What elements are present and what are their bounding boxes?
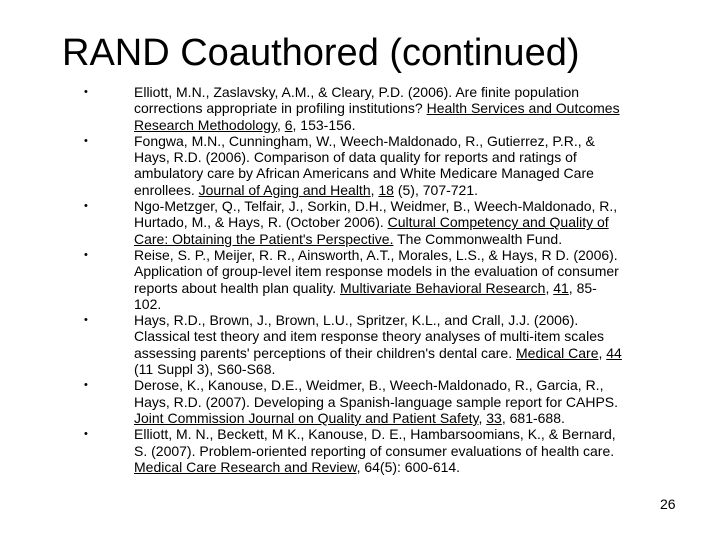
bullet-icon: • <box>84 314 88 327</box>
reference-item <box>84 377 624 426</box>
bullet-icon: • <box>84 200 88 213</box>
reference-pages: , 681-688. <box>501 409 565 426</box>
reference-item <box>84 312 624 377</box>
reference-separator: , <box>598 344 607 361</box>
reference-journal: Multivariate Behavioral Research <box>340 279 546 296</box>
page-number: 26 <box>660 496 676 512</box>
reference-list <box>84 84 624 475</box>
reference-citation: Derose, K., Kanouse, D.E., Weidmer, B., Weech-Maldonado, R., Garcia, R., Hays, R.D. (2007). Developing a Spanish-language sample report for CAHPS. <box>134 377 619 410</box>
reference-separator: , <box>356 458 365 475</box>
reference-item <box>84 133 624 198</box>
reference-pages: The Commonwealth Fund. <box>393 230 563 247</box>
reference-citation: Reise, S. P., Meijer, R. R., Ainsworth, A.T., Morales, L.S., & Hays, R D. (2006). Application of group-level item response models in the evaluation of consumer reports about health plan quality. <box>134 246 619 296</box>
reference-separator: , <box>276 116 285 133</box>
reference-volume: 33 <box>486 409 502 426</box>
reference-journal: Medical Care Research and Review <box>134 458 357 475</box>
bullet-icon: • <box>84 86 88 98</box>
reference-separator: , <box>370 181 379 198</box>
reference-item <box>84 426 624 475</box>
slide-title: RAND Coauthored (continued) <box>62 32 580 74</box>
reference-item <box>84 84 624 133</box>
reference-item <box>84 247 624 312</box>
reference-journal: Cultural Competency and Quality of Care: Obtaining the Patient's Perspective. <box>134 214 609 247</box>
reference-citation: Fongwa, M.N., Cunningham, W., Weech-Maldonado, R., Gutierrez, P.R., & Hays, R.D. (2006). Comparison of data quality for reports and ratings of ambulatory care by African Americans and White Medicare Managed Care enrollees. <box>134 132 595 198</box>
bullet-icon: • <box>84 379 88 392</box>
reference-citation: Elliott, M. N., Beckett, M K., Kanouse, D. E., Hambarsoomians, K., & Bernard, S. (2007). Problem-oriented reporting of consumer evaluations of health care. <box>134 426 616 459</box>
reference-citation: Ngo-Metzger, Q., Telfair, J., Sorkin, D.H., Weidmer, B., Weech-Maldonado, R., Hurtado, M., & Hays, R. (October 2006). <box>134 198 618 231</box>
reference-volume: 6 <box>284 116 293 133</box>
reference-pages: , 85-102. <box>134 279 597 312</box>
reference-journal: Joint Commission Journal on Quality and Patient Safety <box>134 409 479 426</box>
reference-journal: Health Services and Outcomes Research Methodology <box>134 100 620 133</box>
reference-citation: Elliott, M.N., Zaslavsky, A.M., & Cleary, P.D. (2006). Are finite population corrections appropriate in profiling institutions? <box>134 84 580 117</box>
reference-item <box>84 198 624 247</box>
reference-separator: , <box>545 279 554 296</box>
reference-separator: , <box>478 409 487 426</box>
bullet-icon: • <box>84 248 88 261</box>
reference-journal: Medical Care <box>516 344 599 361</box>
reference-pages: 64(5): 600-614. <box>364 458 461 475</box>
reference-volume: 41 <box>553 279 569 296</box>
reference-pages: (11 Suppl 3), S60-S68. <box>134 361 276 378</box>
reference-citation: Hays, R.D., Brown, J., Brown, L.U., Spritzer, K.L., and Crall, J.J. (2006). Classical test theory and item response theory analyses of multi-item scales assessing parents' perceptions of their children's dental care. <box>134 312 604 361</box>
reference-pages: , 153-156. <box>292 116 356 133</box>
bullet-icon: • <box>84 134 88 147</box>
reference-pages: (5), 707-721. <box>393 181 479 198</box>
reference-volume: 18 <box>378 181 394 198</box>
bullet-icon: • <box>84 428 88 441</box>
reference-journal: Journal of Aging and Health <box>198 181 371 198</box>
reference-volume: 44 <box>606 344 622 361</box>
